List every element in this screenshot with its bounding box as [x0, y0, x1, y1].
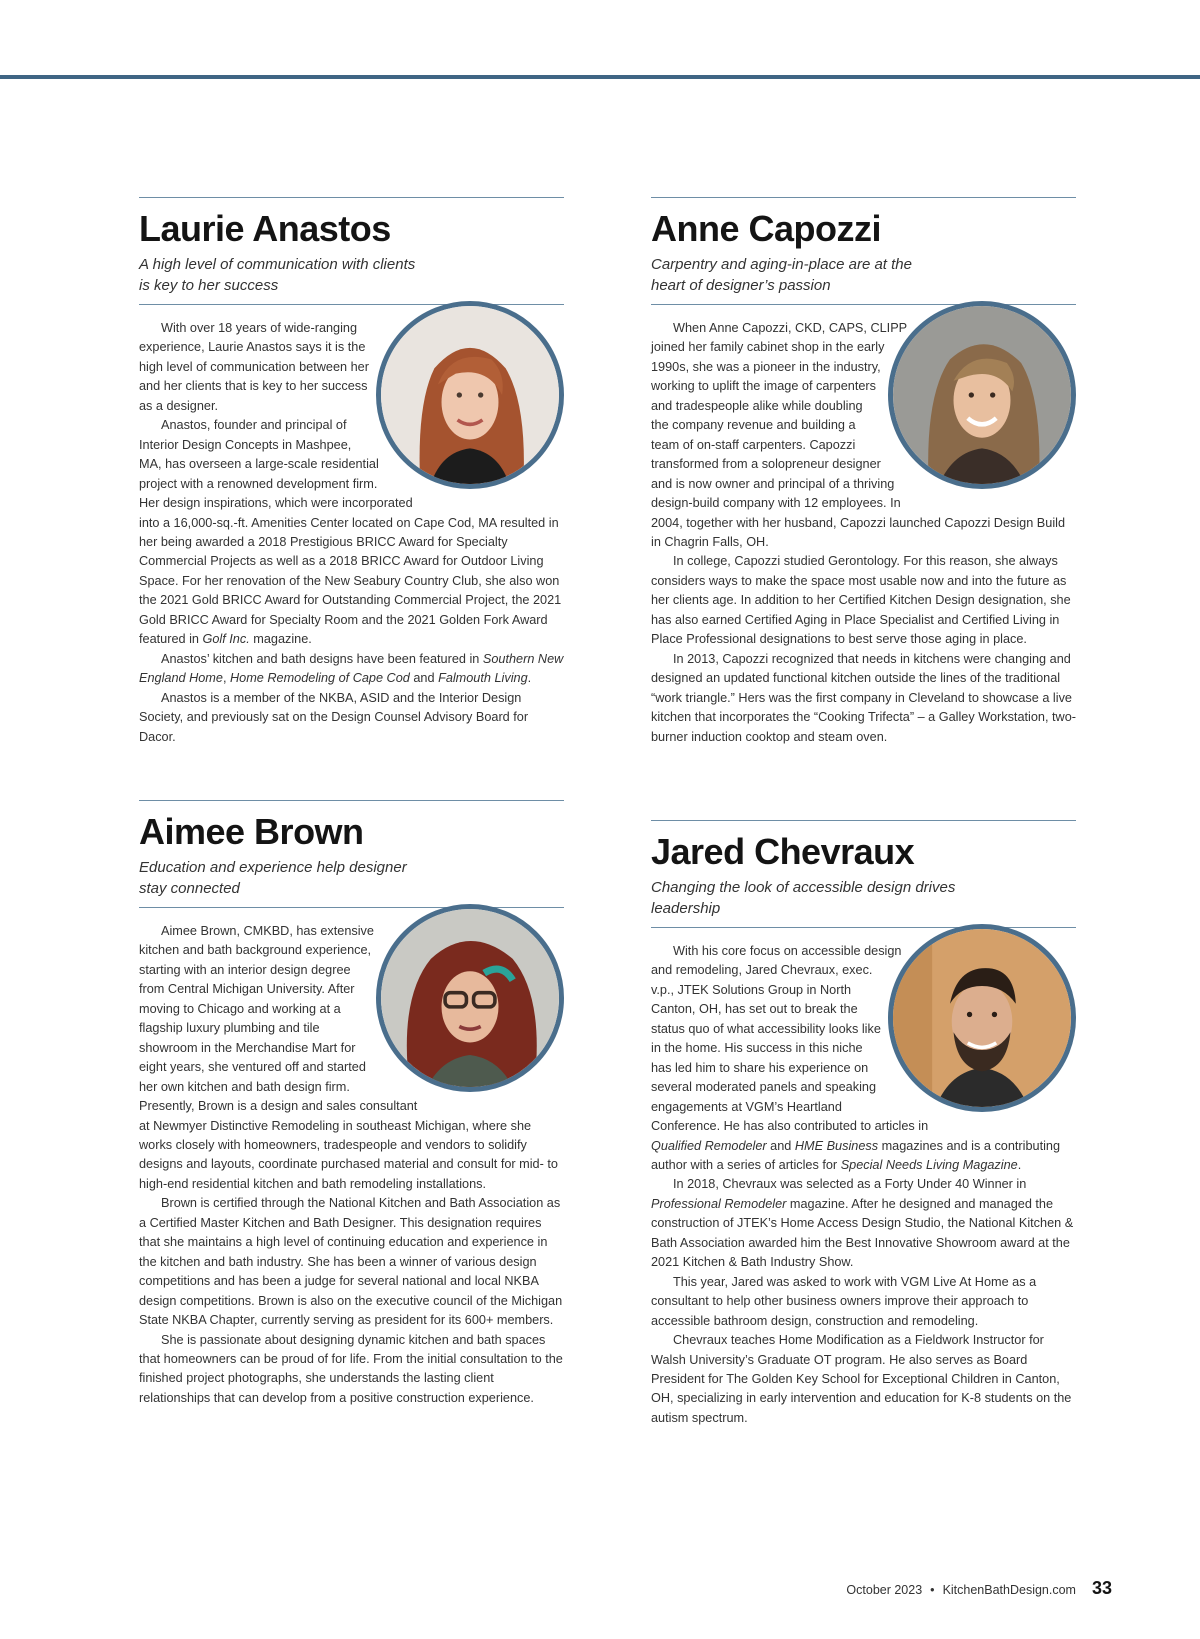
body-paragraph: [651, 1273, 1076, 1331]
subtitle-line: is key to her success: [139, 277, 279, 294]
header-rule: [0, 75, 1200, 79]
paragraph-text: .: [1017, 1157, 1022, 1172]
subtitle-line: Changing the look of accessible design drives: [651, 879, 956, 896]
footer-separator: •: [930, 1583, 935, 1597]
paragraph-text: Chevraux teaches Home Modification as a Fieldwork Instructor for Walsh University’s Graduate OT program. He also serves as Board President for The Golden Key School for Exceptional Children in Canton, OH, specializing in early intervention and education for K-8 students on the autism spectrum.: [651, 1333, 1072, 1425]
paragraph-text: This year, Jared was asked to work with VGM Live At Home as a consultant to help other business owners improve their approach to accessible bathroom design, construction and remodeling.: [651, 1274, 1037, 1328]
section-rule: [651, 820, 1076, 821]
portrait-jared-icon: [888, 924, 1076, 1112]
body-paragraph: [139, 650, 564, 689]
profile-body: [651, 319, 1076, 747]
subtitle-line: Education and experience help designer: [139, 859, 407, 876]
italic-text: Golf Inc.: [202, 632, 250, 647]
profile-body: [139, 319, 564, 747]
page-footer: [846, 1578, 1112, 1599]
profile-subtitle: [139, 254, 564, 296]
paragraph-text: Aimee Brown, CMKBD, has extensive kitchen and bath background experience, starting with an interior design degree from Central Michigan University. After moving to Chicago and working at a flagship luxury plumbing and tile showroom in the Merchandise Mart for eight years, she ventured off and started her own kitchen and bath design firm. Presently, Brown is a design and sales consultant at Newmyer Distinctive Remodeling in southeast Michigan, where she works closely with homeowners, tradespeople and vendors to solidify designs and layouts, coordinate purchased material and consult for mid- to high-end residential kitchen and bath remodeling installations.: [139, 924, 558, 1191]
subtitle-rule: [139, 907, 564, 908]
italic-text: Special Needs Living Magazine: [840, 1157, 1018, 1172]
paragraph-text: Anastos’ kitchen and bath designs have been featured in: [161, 651, 483, 666]
body-paragraph: [651, 552, 1076, 649]
profile-subtitle: [651, 877, 1076, 919]
paragraph-text: and: [409, 671, 439, 686]
portrait-aimee-icon: [376, 904, 564, 1092]
paragraph-text: magazine.: [249, 632, 312, 647]
portrait-anne-icon: [888, 301, 1076, 489]
portrait-laurie-icon: [376, 301, 564, 489]
italic-text: Home Remodeling of Cape Cod: [230, 671, 410, 686]
subtitle-line: heart of designer’s passion: [651, 277, 831, 294]
page-number: 33: [1091, 1578, 1112, 1598]
paragraph-text: and: [766, 1138, 795, 1153]
paragraph-text: She is passionate about designing dynamic kitchen and bath spaces that homeowners can be proud of for life. From the initial consultation to the finished project photographs, she understands the lasting client relationships that can develop from a positive construction experience.: [139, 1332, 563, 1405]
paragraph-text: magazines and is a contributing author with a series of articles for: [651, 1138, 1061, 1172]
profile-name: Aimee Brown: [139, 811, 364, 852]
italic-text: Southern New England Home: [139, 651, 564, 686]
subtitle-rule: [651, 304, 1076, 305]
profile-laurie-anastos: [139, 197, 564, 747]
paragraph-text: In 2018, Chevraux was selected as a Forty Under 40 Winner in: [673, 1177, 1027, 1192]
subtitle-line: stay connected: [139, 880, 240, 897]
body-paragraph: [651, 1331, 1076, 1428]
paragraph-text: In 2013, Capozzi recognized that needs in kitchens were changing and designed an updated functional kitchen outside the lines of the traditional “work triangle.” Hers was the first company in Cleveland to showcase a live kitchen that incorporates the “Cooking Trifecta” – a Galley Workstation, two-burner induction cooktop and steam oven.: [651, 651, 1076, 744]
subtitle-rule: [139, 304, 564, 305]
paragraph-text: Anastos is a member of the NKBA, ASID and the Interior Design Society, and previously sat on the Design Counsel Advisory Board for Dacor.: [139, 690, 529, 744]
subtitle-rule: [651, 927, 1076, 928]
italic-text: Professional Remodeler: [651, 1196, 787, 1211]
profile-body: [651, 942, 1076, 1428]
profile-aimee-brown: [139, 800, 564, 1408]
profile-subtitle: [139, 857, 564, 899]
paragraph-text: magazine. After he designed and managed the construction of JTEK’s Home Access Design Studio, the National Kitchen & Bath Association awarded him the Best Innovative Showroom award at the 2021 Kitchen & Bath Industry Show.: [651, 1196, 1074, 1270]
profile-body: [139, 922, 564, 1408]
paragraph-text: .: [527, 671, 532, 686]
paragraph-text: ,: [222, 671, 230, 686]
profile-name: Anne Capozzi: [651, 208, 882, 249]
footer-date: October 2023: [846, 1583, 923, 1597]
subtitle-line: A high level of communication with clients: [139, 256, 416, 273]
paragraph-text: With his core focus on accessible design and remodeling, Jared Chevraux, exec. v.p., JTEK Solutions Group in North Canton, OH, has set out to break the status quo of what accessibility looks like in the home. His success in this niche has led him to share his experience on several moderated panels and speaking engagements at VGM’s Heartland Conference. He has also contributed to articles in: [651, 944, 929, 1134]
profile-name: Laurie Anastos: [139, 208, 391, 249]
paragraph-text: Anastos, founder and principal of Interior Design Concepts in Mashpee, MA, has overseen a large-scale residential project with a renowned development firm. Her design inspirations, which were incorporated into a 16,000-sq.-ft. Amenities Center located on Cape Cod, MA resulted in her being awarded a 2018 Prestigious BRICC Award for Specialty Commercial Projects as well as a 2018 BRICC Award for Outdoor Living Space. For her renovation of the New Seabury Country Club, she also won the 2021 Gold BRICC Award for Outstanding Commercial Project, the 2021 Gold BRICC Award for Specialty Room and the 2021 Golden Fork Award featured in: [139, 418, 562, 647]
subtitle-line: Carpentry and aging-in-place are at the: [651, 256, 912, 273]
paragraph-text: When Anne Capozzi, CKD, CAPS, CLIPP joined her family cabinet shop in the early 1990s, she was a pioneer in the industry, working to uplift the image of carpenters and tradespeople alike while doubling the company revenue and building a team of on-staff carpenters. Capozzi transformed from a solopreneur designer and is now owner and principal of a thriving design-build company with 12 employees. In 2004, together with her husband, Capozzi launched Capozzi Design Build in Chagrin Falls, OH.: [651, 321, 1066, 549]
body-paragraph: [139, 1331, 564, 1409]
profile-subtitle: [651, 254, 1076, 296]
subtitle-line: leadership: [651, 900, 721, 917]
section-rule: [139, 800, 564, 801]
italic-text: Falmouth Living: [438, 671, 528, 686]
body-paragraph: [651, 650, 1076, 747]
italic-text: HME Business: [794, 1138, 879, 1153]
profile-name: Jared Chevraux: [651, 831, 915, 872]
body-paragraph: [139, 1194, 564, 1330]
paragraph-text: In college, Capozzi studied Gerontology. For this reason, she always considers ways to make the space most usable now and into the future as her clients age. In addition to her Certified Kitchen Design designation, she has also earned Certified Aging in Place Specialist and Certified Living in Place Professional designations to best serve those aging in place.: [651, 554, 1071, 647]
paragraph-text: Brown is certified through the National Kitchen and Bath Association as a Certified Master Kitchen and Bath Designer. This designation requires that she maintains a high level of continuing education and experience in the kitchen and bath industry. She has been a winner of various design competitions and has been a judge for several national and local NKBA design competitions. Brown is also on the executive council of the Michigan State NKBA Chapter, currently serving as president for its 600+ members.: [139, 1196, 563, 1328]
section-rule: [139, 197, 564, 198]
italic-text: Qualified Remodeler: [651, 1138, 767, 1153]
profile-jared-chevraux: [651, 820, 1076, 1428]
paragraph-text: With over 18 years of wide-ranging experience, Laurie Anastos says it is the high level of communication between her and her clients that is key to her success as a designer.: [139, 321, 369, 413]
profile-anne-capozzi: [651, 197, 1076, 747]
footer-site: KitchenBathDesign.com: [942, 1583, 1076, 1597]
section-rule: [651, 197, 1076, 198]
body-paragraph: [651, 1175, 1076, 1272]
body-paragraph: [139, 689, 564, 747]
